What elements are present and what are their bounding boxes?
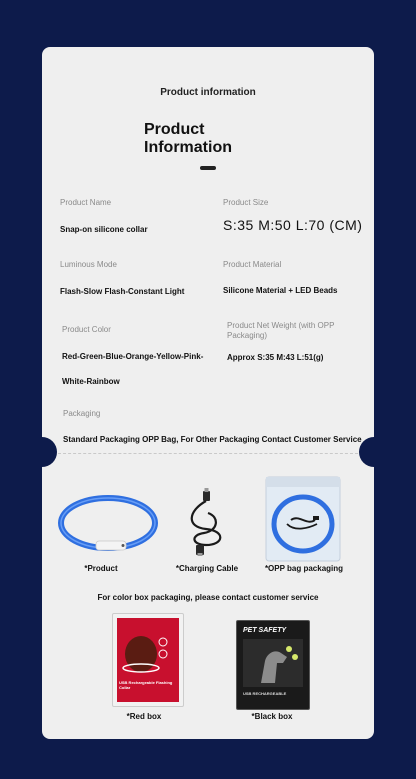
luminous-mode-value: Flash-Slow Flash-Constant Light [60, 287, 185, 296]
product-material-value: Silicone Material + LED Beads [223, 286, 338, 295]
product-color-value-2: White-Rainbow [62, 377, 120, 386]
ticket-notch-left [42, 437, 57, 467]
collar-image [56, 491, 160, 555]
dog-silhouette-icon [243, 639, 303, 687]
black-box-brand: PET SAFETY [243, 627, 287, 634]
packaging-value: Standard Packaging OPP Bag, For Other Packaging Contact Customer Service [63, 435, 362, 444]
dog-photo-icon [119, 628, 177, 676]
product-info-card [42, 47, 374, 739]
product-size-label: Product Size [223, 198, 269, 207]
opp-bag-caption: *OPP bag packaging [264, 564, 344, 573]
product-size-value: S:35 M:50 L:70 (CM) [223, 217, 363, 233]
net-weight-value: Approx S:35 M:43 L:51(g) [227, 353, 324, 362]
header-caption: Product information [160, 87, 256, 98]
product-material-label: Product Material [223, 260, 282, 269]
title-underline [200, 166, 216, 170]
product-color-value-1: Red-Green-Blue-Orange-Yellow-Pink- [62, 352, 204, 361]
dashed-divider [58, 453, 358, 454]
net-weight-label-line-1: Product Net Weight (with OPP [227, 321, 335, 330]
color-box-note: For color box packaging, please contact customer service [97, 593, 319, 602]
title-line-2: Information [144, 139, 232, 156]
product-name-value: Snap-on silicone collar [60, 225, 148, 234]
red-box-label: USB Rechargeable Flashing Collar [119, 680, 173, 690]
product-caption: *Product [84, 564, 118, 573]
red-box-image [112, 613, 184, 707]
opp-bag-image [263, 474, 343, 564]
product-color-label: Product Color [62, 325, 111, 334]
black-box-image [236, 620, 310, 710]
charging-cable-caption: *Charging Cable [175, 564, 239, 573]
page-title [144, 121, 232, 157]
title-line-1: Product [144, 121, 205, 138]
product-name-label: Product Name [60, 198, 112, 207]
black-box-caption: *Black box [251, 712, 293, 721]
red-box-caption: *Red box [126, 712, 162, 721]
net-weight-label-line-2: Packaging) [227, 331, 268, 340]
net-weight-label [227, 321, 334, 341]
charging-cable-image [178, 487, 236, 557]
luminous-mode-label: Luminous Mode [60, 260, 117, 269]
packaging-label: Packaging [63, 409, 101, 418]
black-box-label: USB RECHARGEABLE [243, 691, 287, 696]
